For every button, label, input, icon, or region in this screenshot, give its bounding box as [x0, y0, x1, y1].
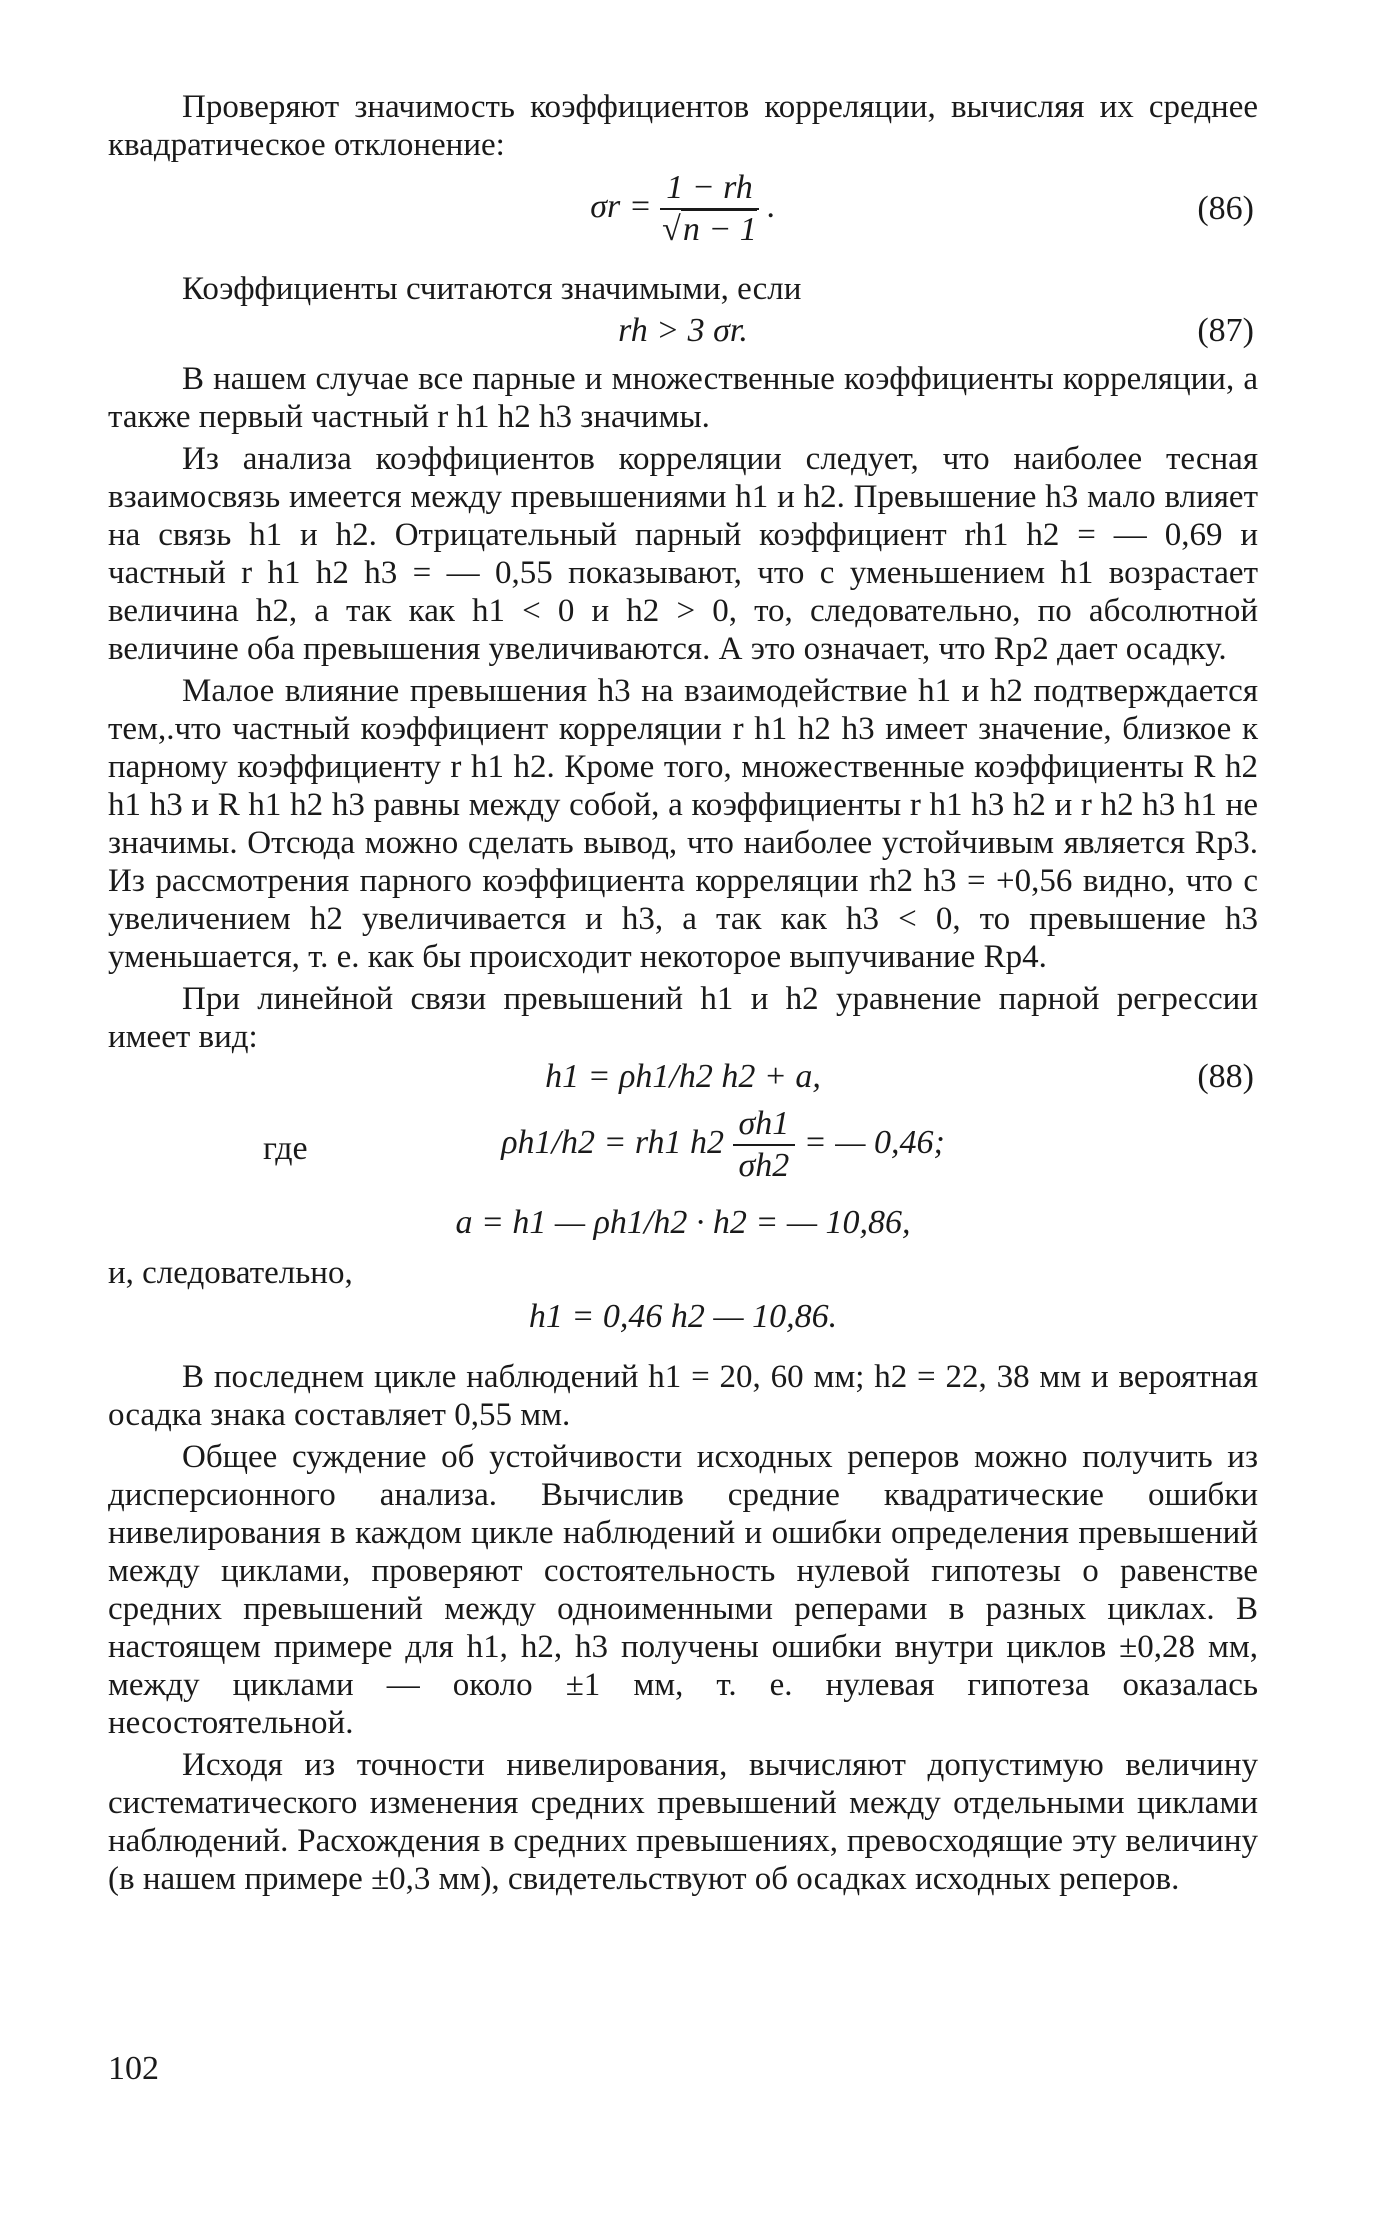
- equation-86: [108, 168, 1258, 254]
- eq87-body: rh > 3 σr.: [618, 312, 748, 349]
- where-label: где: [263, 1130, 308, 1167]
- paragraph-7: В последнем цикле наблюдений h1 = 20, 60 мм; h2 = 22, 38 мм и вероятная осадка знака составляет 0,55 мм.: [108, 1359, 1258, 1433]
- paragraph-4: Из анализа коэффициентов корреляции следует, что наиболее тесная взаимосвязь имеется между превышениями h1 и h2. Превышение h3 мало влияет на связь h1 и h2. Отрицательный парный коэффициент rh1 h2 = — 0,69 и частный r h1 h2 h3 = — 0,55 показывают, что с уменьшением h1 возрастает величина h2, а так как h1 < 0 и h2 > 0, то, следовательно, по абсолютной величине оба превышения увеличиваются. А это означает, что Rр2 дает осадку.: [108, 441, 1258, 667]
- paragraph-1: Проверяют значимость коэффициентов корреляции, вычисляя их среднее квадратическое отклонение:: [108, 89, 1258, 163]
- equation-label-86: (86): [1197, 190, 1254, 227]
- equation-label-88: (88): [1197, 1058, 1254, 1095]
- eq-a-body: a = h1 — ρh1/h2 · h2 = — 10,86,: [455, 1204, 911, 1241]
- eq-rho-numerator: σh1: [733, 1104, 796, 1146]
- eq86-numerator: 1 − rh: [660, 168, 759, 210]
- eq-rho-tail: = — 0,46;: [803, 1123, 945, 1161]
- eq86-denominator: √n − 1: [662, 211, 757, 248]
- page-number: 102: [108, 2050, 159, 2087]
- eq86-fraction: [660, 168, 759, 250]
- eq-final-body: h1 = 0,46 h2 — 10,86.: [528, 1298, 838, 1335]
- consequently-text: и, следовательно,: [108, 1255, 353, 1291]
- eq-rho-lhs: ρh1/h2 = rh1 h2: [501, 1123, 725, 1161]
- equation-final: [108, 1292, 1258, 1342]
- equation-label-87: (87): [1197, 312, 1254, 349]
- equation-88: [108, 1056, 1258, 1104]
- equation-87: [108, 308, 1258, 356]
- paragraph-3: В нашем случае все парные и множественные коэффициенты корреляции, а также первый частный r h1 h2 h3 значимы.: [108, 361, 1258, 435]
- page-body: [108, 88, 1258, 1898]
- eq88-body: h1 = ρh1/h2 h2 + a,: [545, 1058, 821, 1095]
- paragraph-6: При линейной связи превышений h1 и h2 уравнение парной регрессии имеет вид:: [108, 981, 1258, 1055]
- paragraph-9: Исходя из точности нивелирования, вычисляют допустимую величину систематического изменения средних превышений между отдельными циклами наблюдений. Расхождения в средних превышениях, превосходящие эту величину (в нашем примере ±0,3 мм), свидетельствуют об осадках исходных реперов.: [108, 1747, 1258, 1897]
- eq86-tail: .: [767, 187, 776, 225]
- equation-a: [108, 1200, 1258, 1250]
- paragraph-2: Коэффициенты считаются значимыми, если: [182, 271, 802, 307]
- eq-rho-denominator: σh2: [738, 1147, 790, 1184]
- paragraph-8: Общее суждение об устойчивости исходных реперов можно получить из дисперсионного анализа. Вычислив средние квадратические ошибки нивелирования в каждом цикле наблюдений и ошибки определения превышений между циклами, проверяют состоятельность нулевой гипотезы о равенстве средних превышений между одноименными реперами в разных циклах. В настоящем примере для h1, h2, h3 получены ошибки внутри циклов ±0,28 мм, между циклами — около ±1 мм, т. е. нулевая гипотеза оказалась несостоятельной.: [108, 1439, 1258, 1741]
- equation-rho: [108, 1104, 1258, 1200]
- eq-rho-fraction: [733, 1104, 796, 1186]
- eq86-radicand: n − 1: [682, 211, 757, 248]
- eq86-lhs: σr =: [590, 187, 652, 225]
- paragraph-5: Малое влияние превышения h3 на взаимодействие h1 и h2 подтверждается тем,.что частный коэффициент корреляции r h1 h2 h3 имеет значение, близкое к парному коэффициенту r h1 h2. Кроме того, множественные коэффициенты R h2 h1 h3 и R h1 h2 h3 равны между собой, а коэффициенты r h1 h3 h2 и r h2 h3 h1 не значимы. Отсюда можно сделать вывод, что наиболее устойчивым является Rр3. Из рассмотрения парного коэффициента корреляции rh2 h3 = +0,56 видно, что с увеличением h2 увеличивается и h3, а так как h3 < 0, то превышение h3 уменьшается, т. е. как бы происходит некоторое выпучивание Rр4.: [108, 673, 1258, 975]
